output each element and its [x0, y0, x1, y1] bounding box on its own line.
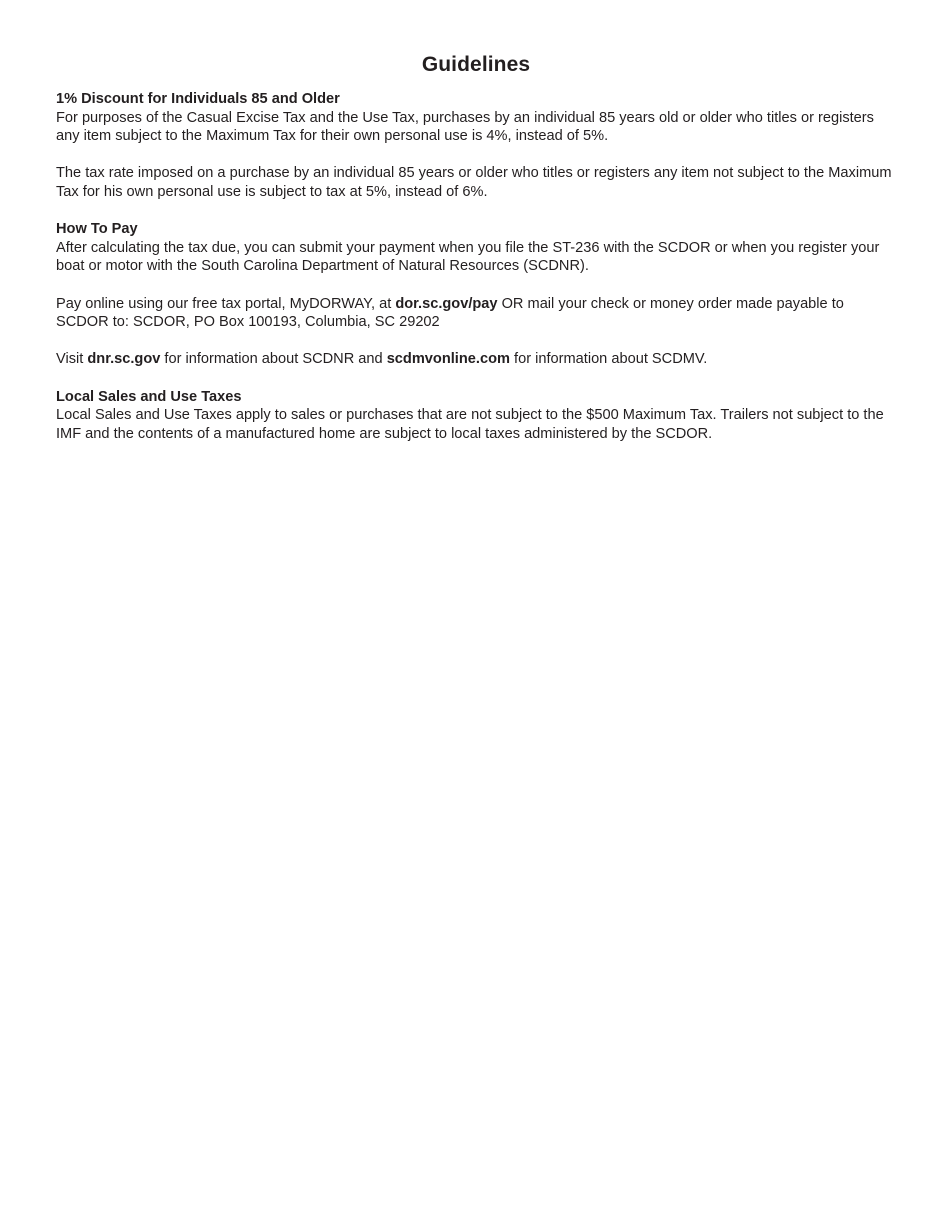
visit-text: Visit: [56, 351, 88, 368]
discount-paragraph-2: The tax rate imposed on a purchase by an individual 85 years or older who titles or registers any item not subject to the Maximum Tax for his own personal use is subject to tax at 5%, instead of 6%.: [56, 165, 892, 200]
dor-pay-link[interactable]: dor.sc.gov/pay: [395, 295, 498, 312]
local-taxes-heading: Local Sales and Use Taxes: [56, 388, 242, 405]
page-title: Guidelines: [421, 53, 531, 76]
scdmv-info-text: for information about SCDMV.: [509, 351, 708, 368]
how-to-pay-paragraph-2: [56, 295, 896, 332]
scdmv-link[interactable]: scdmvonline.com: [386, 351, 510, 368]
how-to-pay-paragraph-3: [56, 350, 896, 369]
discount-section: [56, 90, 896, 202]
discount-paragraph-1: For purposes of the Casual Excise Tax and the Use Tax, purchases by an individual 85 years old or older who titles or registers any item subject to the Maximum Tax for their own personal use is 4%, instead of 5%.: [56, 109, 874, 145]
how-to-pay-section: [56, 220, 896, 369]
local-taxes-section: [56, 388, 896, 444]
document-page: [56, 52, 896, 443]
discount-heading: 1% Discount for Individuals 85 and Older: [56, 91, 340, 107]
local-taxes-paragraph: Local Sales and Use Taxes apply to sales or purchases that are not subject to the $500 Maximum Tax. Trailers not subject to the IMF and the contents of a manufactured home are subject to local taxes administered by the SCDOR.: [56, 407, 884, 442]
pay-online-text: Pay online using our free tax portal, MyDORWAY, at: [56, 295, 396, 312]
how-to-pay-paragraph-1: After calculating the tax due, you can submit your payment when you file the ST-236 with the SCDOR or when you register your boat or motor with the South Carolina Department of Natural Resources (SCDNR).: [56, 239, 880, 275]
how-to-pay-heading: How To Pay: [56, 221, 138, 238]
scdnr-info-text: for information about SCDNR and: [160, 351, 387, 368]
dnr-link[interactable]: dnr.sc.gov: [87, 351, 161, 368]
mail-check-text: OR mail your check or money order made payable to SCDOR to: SCDOR, PO Box 100193, Columbia, SC 29202: [56, 295, 844, 331]
